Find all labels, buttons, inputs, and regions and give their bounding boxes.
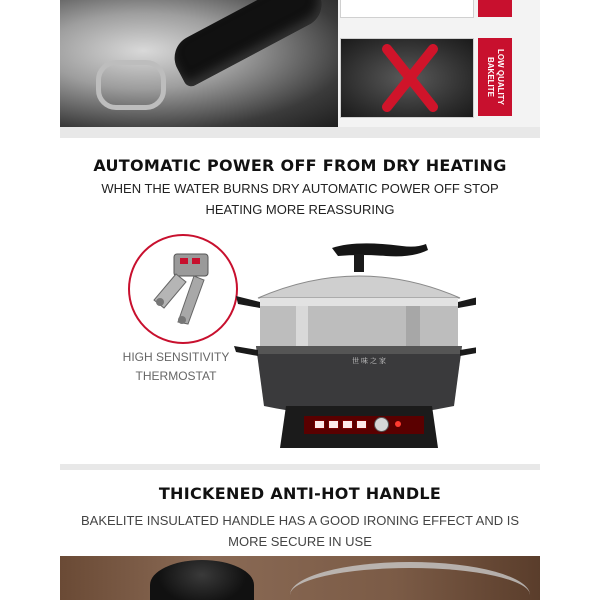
control-button bbox=[314, 420, 325, 429]
thermostat-label: HIGH SENSITIVITY THERMOSTAT bbox=[122, 350, 230, 383]
low-quality-badge bbox=[478, 38, 512, 116]
low-quality-badge-text: LOW QUALITY BAKELITE bbox=[486, 49, 505, 105]
lid-handle-photo bbox=[60, 556, 540, 600]
brand-engraving: 世味之家 bbox=[352, 357, 388, 365]
dry-heating-description: WHEN THE WATER BURNS DRY AUTOMATIC POWER OFF STOP HEATING MORE REASSURING bbox=[101, 181, 499, 217]
control-button bbox=[342, 420, 353, 429]
comparison-thumbnail-top bbox=[340, 0, 474, 18]
page-margin-left bbox=[0, 0, 60, 600]
pot-handle-photo bbox=[60, 0, 338, 127]
handle-comparison-section bbox=[60, 0, 540, 127]
anti-hot-handle-section bbox=[60, 470, 540, 600]
thermostat-icon bbox=[130, 236, 236, 342]
dry-heating-section bbox=[60, 138, 540, 464]
control-button bbox=[356, 420, 367, 429]
lid-rim bbox=[290, 562, 530, 600]
electric-cooker-image bbox=[226, 236, 476, 452]
handle-section-description: BAKELITE INSULATED HANDLE HAS A GOOD IRONING EFFECT AND IS MORE SECURE IN USE bbox=[80, 513, 519, 549]
lid-knob bbox=[150, 560, 254, 600]
dry-heating-title: AUTOMATIC POWER OFF FROM DRY HEATING bbox=[93, 156, 507, 175]
control-button bbox=[328, 420, 339, 429]
handle-section-title: THICKENED ANTI-HOT HANDLE bbox=[158, 484, 442, 503]
control-panel bbox=[310, 416, 426, 432]
low-quality-handle-thumbnail bbox=[340, 38, 474, 118]
bakelite-handle bbox=[167, 0, 330, 89]
thermostat-callout bbox=[128, 234, 238, 344]
handle-rivet bbox=[96, 60, 166, 110]
red-x-icon bbox=[341, 39, 473, 117]
power-indicator-light bbox=[395, 421, 401, 427]
page-margin-right bbox=[540, 0, 600, 600]
comparison-tag-top bbox=[478, 0, 512, 17]
temperature-knob bbox=[374, 417, 389, 432]
